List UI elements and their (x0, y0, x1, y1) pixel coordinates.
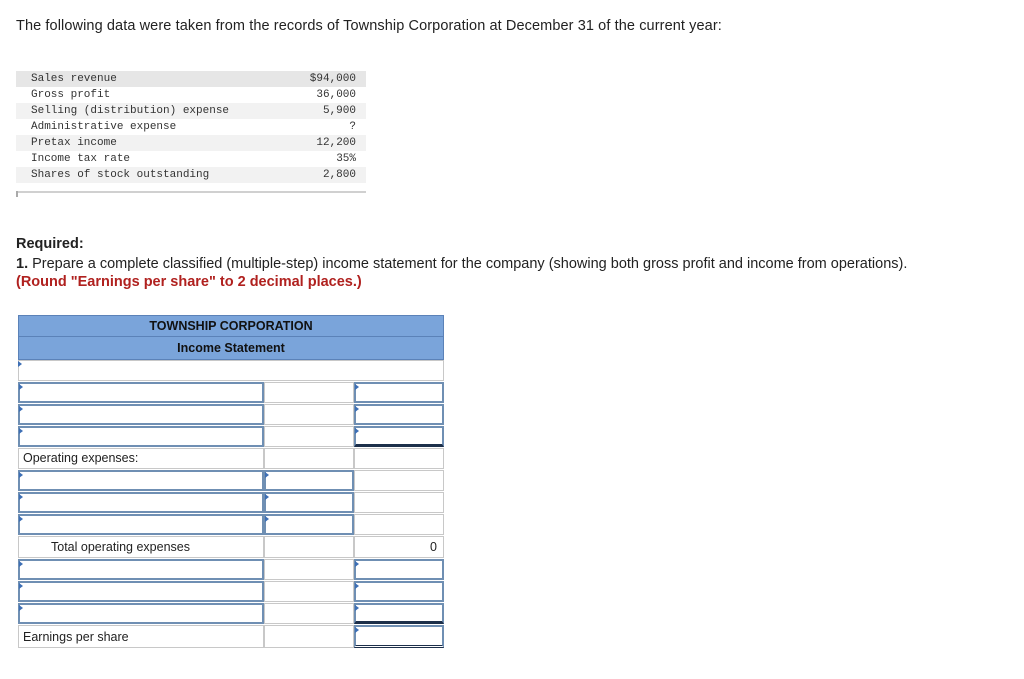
given-label: Shares of stock outstanding (31, 169, 210, 181)
amount-cell (264, 581, 354, 602)
dropdown-arrow-icon (18, 361, 22, 367)
amount-cell (264, 603, 354, 624)
dropdown-arrow-icon (19, 516, 23, 522)
statement-row (18, 581, 444, 602)
line-item-select[interactable] (18, 470, 264, 491)
given-value: 35% (336, 153, 356, 165)
input-arrow-icon (265, 516, 269, 522)
statement-row (18, 404, 444, 425)
line-item-select[interactable] (18, 559, 264, 580)
amount-cell (264, 448, 354, 469)
input-arrow-icon (355, 406, 359, 412)
table-divider (16, 191, 366, 193)
statement-title-header: Income Statement (18, 337, 444, 360)
given-value: 12,200 (316, 137, 356, 149)
amount-cell (264, 559, 354, 580)
input-arrow-icon (355, 428, 359, 434)
amount-input[interactable] (264, 492, 354, 513)
line-item-select[interactable] (18, 360, 444, 381)
input-arrow-icon (265, 494, 269, 500)
statement-row (18, 559, 444, 580)
operating-expenses-label: Operating expenses: (18, 448, 264, 469)
statement-row (18, 625, 444, 648)
income-statement-worksheet (18, 315, 444, 648)
total-operating-expenses-label: Total operating expenses (18, 536, 264, 558)
given-label: Selling (distribution) expense (31, 105, 230, 117)
given-label: Sales revenue (31, 73, 117, 85)
line-item-select[interactable] (18, 581, 264, 602)
amount-input[interactable] (354, 603, 444, 624)
given-row (16, 71, 366, 87)
given-value: 36,000 (316, 89, 356, 101)
given-data-table (16, 71, 366, 183)
scroll-handle[interactable] (16, 191, 18, 197)
amount-cell (264, 625, 354, 648)
statement-row (18, 470, 444, 491)
given-label: Gross profit (31, 89, 111, 101)
dropdown-arrow-icon (19, 406, 23, 412)
line-item-select[interactable] (18, 404, 264, 425)
input-arrow-icon (265, 472, 269, 478)
line-item-select[interactable] (18, 603, 264, 624)
required-heading: Required: (16, 236, 84, 252)
line-item-select[interactable] (18, 426, 264, 447)
input-arrow-icon (355, 561, 359, 567)
given-row (16, 103, 366, 119)
amount-cell (354, 470, 444, 491)
given-value: 5,900 (322, 105, 356, 117)
amount-input[interactable] (354, 426, 444, 447)
amount-input[interactable] (354, 404, 444, 425)
amount-input[interactable] (354, 559, 444, 580)
given-value: 2,800 (322, 169, 356, 181)
given-row (16, 119, 366, 135)
given-row (16, 87, 366, 103)
statement-row (18, 492, 444, 513)
given-row (16, 151, 366, 167)
company-name-header: TOWNSHIP CORPORATION (18, 315, 444, 337)
amount-cell (354, 448, 444, 469)
input-arrow-icon (355, 627, 359, 633)
given-row (16, 167, 366, 183)
statement-row (18, 603, 444, 624)
amount-cell (264, 426, 354, 447)
intro-text: The following data were taken from the records of Township Corporation at December 31 of the current year: (16, 18, 722, 34)
dropdown-arrow-icon (19, 494, 23, 500)
amount-cell (354, 514, 444, 535)
dropdown-arrow-icon (19, 384, 23, 390)
amount-input[interactable] (264, 470, 354, 491)
statement-row (18, 514, 444, 535)
statement-row (18, 382, 444, 403)
given-label: Pretax income (31, 137, 117, 149)
amount-cell (264, 536, 354, 558)
dropdown-arrow-icon (19, 605, 23, 611)
eps-label: Earnings per share (18, 625, 264, 648)
statement-grid (18, 360, 444, 648)
amount-input[interactable] (354, 581, 444, 602)
given-label: Administrative expense (31, 121, 177, 133)
amount-input[interactable] (354, 382, 444, 403)
dropdown-arrow-icon (19, 561, 23, 567)
statement-row (18, 426, 444, 447)
amount-cell (264, 404, 354, 425)
amount-cell (354, 492, 444, 513)
amount-input[interactable] (264, 514, 354, 535)
line-item-select[interactable] (18, 514, 264, 535)
line-item-select[interactable] (18, 382, 264, 403)
statement-row (18, 448, 444, 469)
dropdown-arrow-icon (19, 472, 23, 478)
given-value: ? (349, 121, 356, 133)
input-arrow-icon (355, 384, 359, 390)
requirement-number: 1. (16, 256, 29, 272)
eps-input[interactable] (354, 625, 444, 648)
given-value: $94,000 (309, 73, 356, 85)
line-item-select[interactable] (18, 492, 264, 513)
requirement-text: Prepare a complete classified (multiple-step) income statement for the company (showing both gross profit and income from operations). (28, 256, 908, 272)
given-label: Income tax rate (31, 153, 131, 165)
statement-row (18, 536, 444, 558)
rounding-note: (Round "Earnings per share" to 2 decimal places.) (16, 274, 362, 290)
required-instructions (16, 255, 916, 291)
input-arrow-icon (355, 605, 359, 611)
total-operating-expenses-value: 0 (354, 536, 444, 558)
statement-row (18, 360, 444, 381)
given-row (16, 135, 366, 151)
dropdown-arrow-icon (19, 583, 23, 589)
input-arrow-icon (355, 583, 359, 589)
amount-cell (264, 382, 354, 403)
dropdown-arrow-icon (19, 428, 23, 434)
